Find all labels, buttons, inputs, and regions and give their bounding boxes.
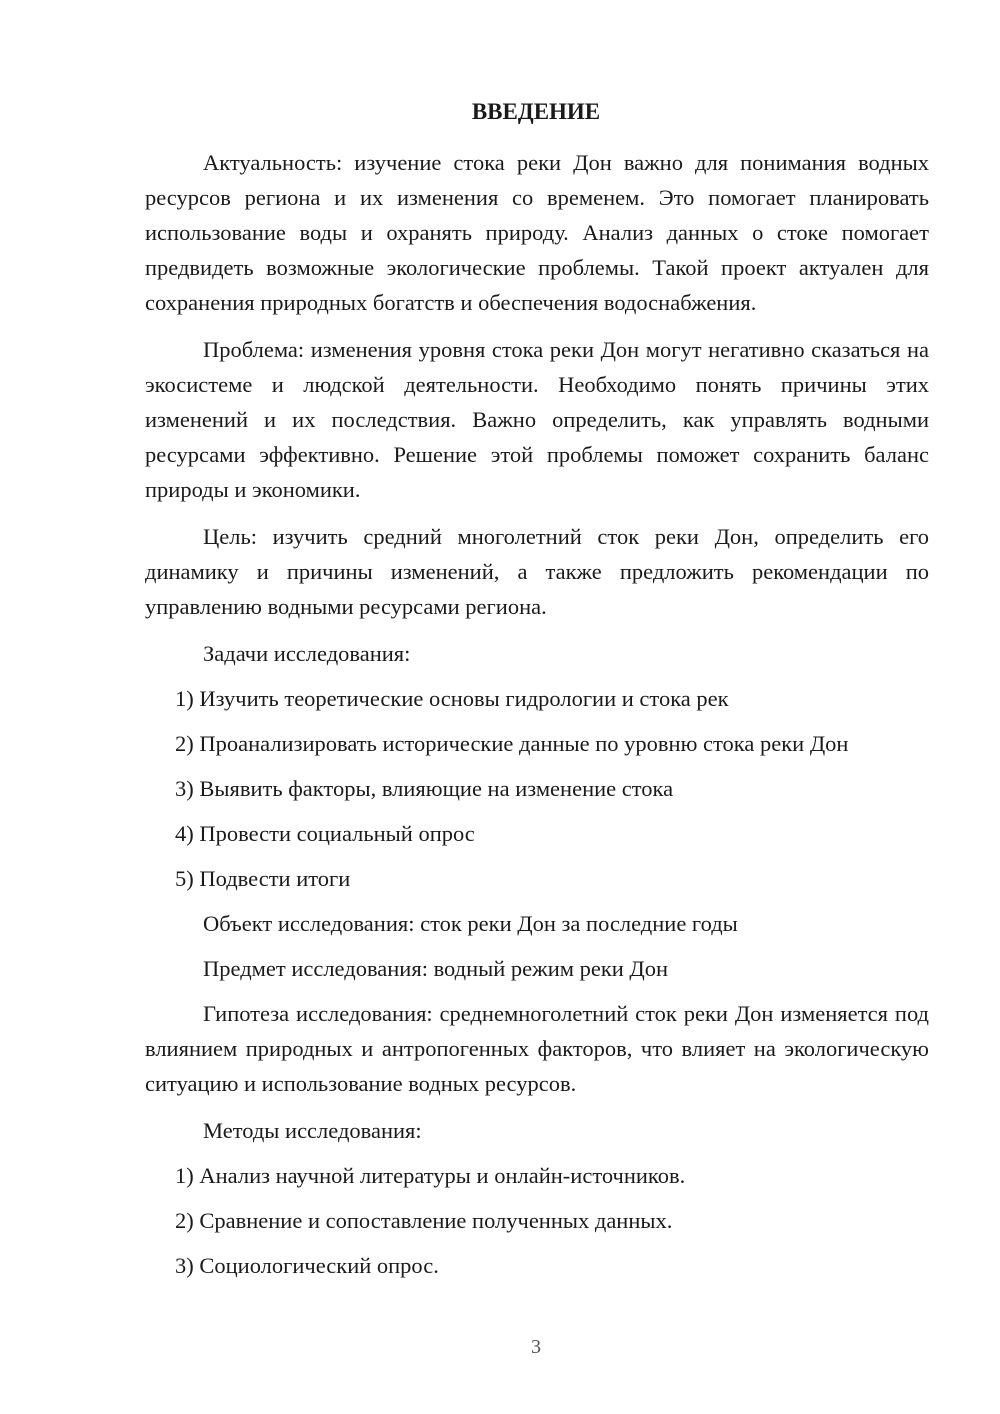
method-item: 1) Анализ научной литературы и онлайн-источников.: [175, 1163, 686, 1188]
research-object: Объект исследования: сток реки Дон за последние годы: [203, 911, 738, 936]
task-item: 1) Изучить теоретические основы гидрологии и стока рек: [175, 686, 729, 711]
hypothesis-paragraph: Гипотеза исследования: среднемноголетний сток реки Дон изменяется под влиянием природных и антропогенных факторов, что влияет на экологическую ситуацию и использование водных ресурсов.: [145, 1001, 929, 1096]
method-item: 2) Сравнение и сопоставление полученных данных.: [175, 1208, 673, 1233]
methods-heading: Методы исследования:: [203, 1118, 422, 1143]
document-body: [145, 145, 929, 1293]
task-item: 5) Подвести итоги: [175, 866, 351, 891]
section-heading: ВВЕДЕНИЕ: [471, 99, 601, 124]
tasks-list: [145, 681, 929, 896]
relevance-paragraph: Актуальность: изучение стока реки Дон важно для понимания водных ресурсов региона и их изменения со временем. Это помогает планировать использование воды и охранять природу. Анализ данных о стоке помогает предвидеть возможные экологические проблемы. Такой проект актуален для сохранения природных богатств и обеспечения водоснабжения.: [145, 150, 929, 315]
goal-paragraph: Цель: изучить средний многолетний сток реки Дон, определить его динамику и причины изменений, а также предложить рекомендации по управлению водными ресурсами региона.: [145, 524, 929, 619]
methods-list: [145, 1158, 929, 1283]
research-subject: Предмет исследования: водный режим реки Дон: [203, 956, 669, 981]
tasks-heading: Задачи исследования:: [203, 641, 411, 666]
page-number: 3: [531, 1336, 541, 1358]
task-item: 3) Выявить факторы, влияющие на изменение стока: [175, 776, 674, 801]
method-item: 3) Социологический опрос.: [175, 1253, 439, 1278]
task-item: 2) Проанализировать исторические данные по уровню стока реки Дон: [175, 731, 849, 756]
task-item: 4) Провести социальный опрос: [175, 821, 475, 846]
problem-paragraph: Проблема: изменения уровня стока реки Дон могут негативно сказаться на экосистеме и людской деятельности. Необходимо понять причины этих изменений и их последствия. Важно определить, как управлять водными ресурсами эффективно. Решение этой проблемы поможет сохранить баланс природы и экономики.: [145, 337, 929, 502]
